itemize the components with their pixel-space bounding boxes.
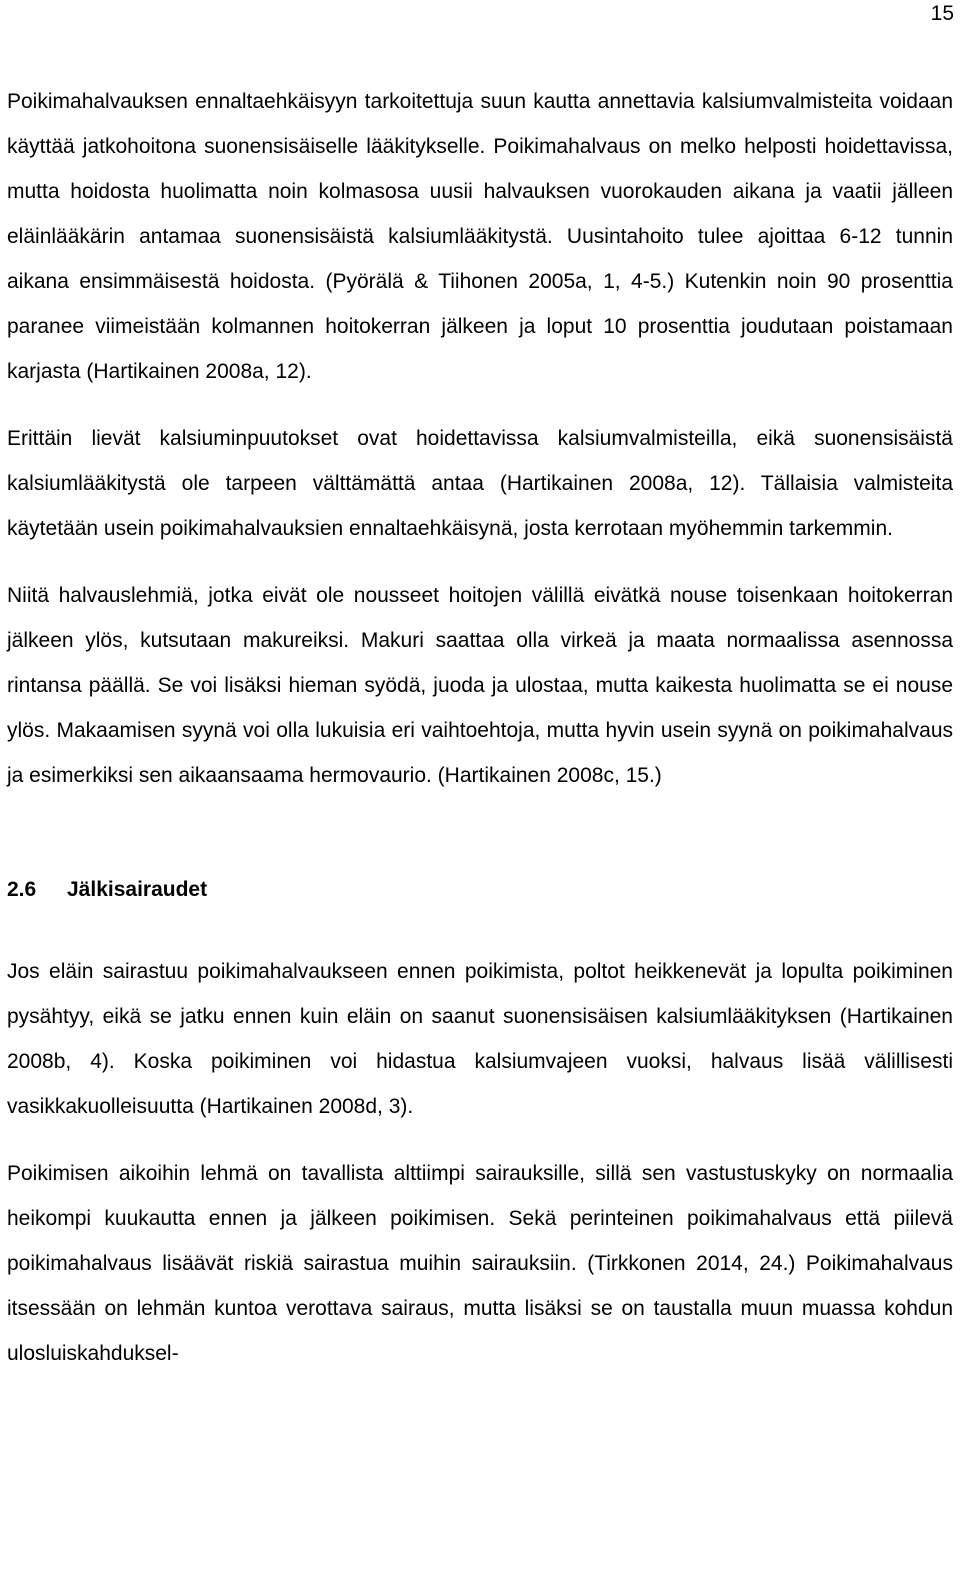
page-number: 15 <box>930 2 954 25</box>
paragraph-2: Erittäin lievät kalsiuminpuutokset ovat hoidettavissa kalsiumvalmisteilla, eikä suonensisäistä kalsiumlääkitystä ole tarpeen välttämättä antaa (Hartikainen 2008a, 12). Tällaisia valmisteita käytetään usein poikimahalvauksien ennaltaehkäisynä, josta kerrotaan myöhemmin tarkemmin. <box>7 427 953 540</box>
section-heading <box>7 867 953 912</box>
section-number: 2.6 <box>7 878 37 901</box>
section-title: Jälkisairaudet <box>67 878 208 901</box>
document-body <box>7 79 953 1376</box>
paragraph-1: Poikimahalvauksen ennaltaehkäisyyn tarkoitettuja suun kautta annettavia kalsiumvalmisteita voidaan käyttää jatkohoitona suonensisäiselle lääkitykselle. Poikimahalvaus on melko helposti hoidettavissa, mutta hoidosta huolimatta noin kolmasosa uusii halvauksen vuorokauden aikana ja vaatii jälleen eläinlääkärin antamaa suonensisäistä kalsiumlääkitystä. Uusintahoito tulee ajoittaa 6-12 tunnin aikana ensimmäisestä hoidosta. (Pyörälä & Tiihonen 2005a, 1, 4-5.) Kutenkin noin 90 prosenttia paranee viimeistään kolmannen hoitokerran jälkeen ja loput 10 prosenttia joudutaan poistamaan karjasta (Hartikainen 2008a, 12). <box>7 90 953 383</box>
paragraph-3: Niitä halvauslehmiä, jotka eivät ole nousseet hoitojen välillä eivätkä nouse toisenkaan hoitokerran jälkeen ylös, kutsutaan makureiksi. Makuri saattaa olla virkeä ja maata normaalissa asennossa rintansa päällä. Se voi lisäksi hieman syödä, juoda ja ulostaa, mutta kaikesta huolimatta se ei nouse ylös. Makaamisen syynä voi olla lukuisia eri vaihtoehtoja, mutta hyvin usein syynä on poikimahalvaus ja esimerkiksi sen aikaansaama hermovaurio. (Hartikainen 2008c, 15.) <box>7 584 953 787</box>
section-paragraph-1: Jos eläin sairastuu poikimahalvaukseen ennen poikimista, poltot heikkenevät ja lopulta poikiminen pysähtyy, eikä se jatku ennen kuin eläin on saanut suonensisäisen kalsiumlääkityksen (Hartikainen 2008b, 4). Koska poikiminen voi hidastua kalsiumvajeen vuoksi, halvaus lisää välillisesti vasikkakuolleisuutta (Hartikainen 2008d, 3). <box>7 960 953 1118</box>
section-paragraph-2: Poikimisen aikoihin lehmä on tavallista alttiimpi sairauksille, sillä sen vastustuskyky on normaalia heikompi kuukautta ennen ja jälkeen poikimisen. Sekä perinteinen poikimahalvaus että piilevä poikimahalvaus lisäävät riskiä sairastua muihin sairauksiin. (Tirkkonen 2014, 24.) Poikimahalvaus itsessään on lehmän kuntoa verottava sairaus, mutta lisäksi se on taustalla muun muassa kohdun ulosluiskahduksel- <box>7 1162 953 1365</box>
